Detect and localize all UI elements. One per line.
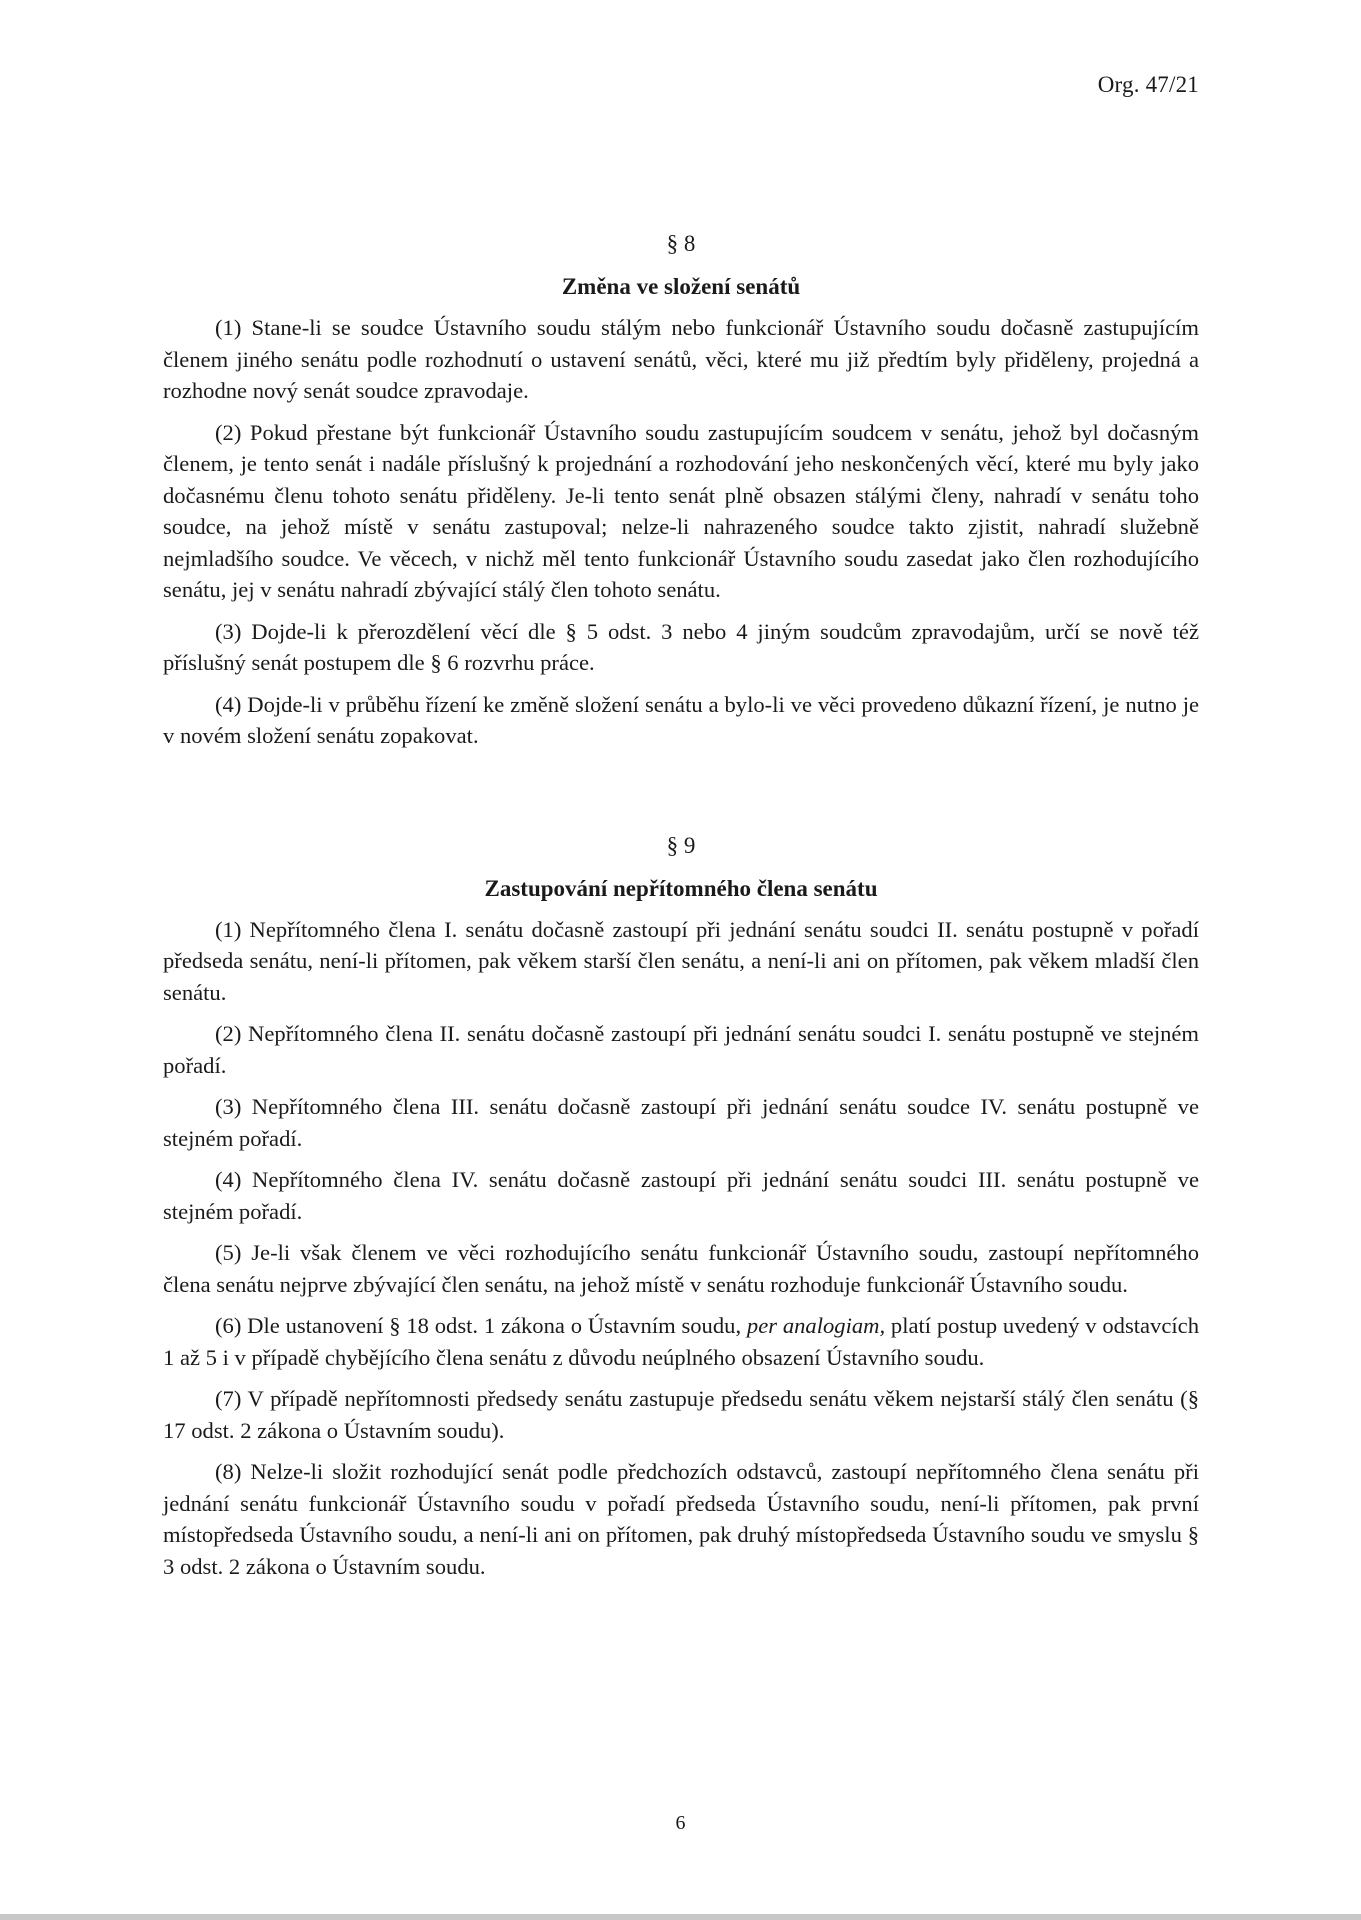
paragraph: (7) V případě nepřítomnosti předsedy senátu zastupuje předsedu senátu věkem nejstarší stálý člen senátu (§ 17 odst. 2 zákona o Ústavním soudu). (163, 1386, 1199, 1443)
document-reference: Org. 47/21 (1097, 72, 1199, 97)
paragraph: (4) Nepřítomného člena IV. senátu dočasně zastoupí při jednání senátu soudci III. senátu postupně ve stejném pořadí. (163, 1167, 1199, 1224)
page-bottom-edge (0, 1914, 1361, 1920)
section-title: Změna ve složení senátů (561, 274, 801, 299)
paragraph: (8) Nelze-li složit rozhodující senát podle předchozích odstavců, zastoupí nepřítomného člena senátu při jednání senátu funkcionář Ústavního soudu v pořadí předseda Ústavního soudu, není-li přítomen, pak první místopředseda Ústavního soudu, a není-li ani on přítomen, pak druhý místopředseda Ústavního soudu ve smyslu § 3 odst. 2 zákona o Ústavním soudu. (163, 1459, 1199, 1579)
paragraph: (2) Nepřítomného člena II. senátu dočasně zastoupí při jednání senátu soudci I. senátu postupně ve stejném pořadí. (163, 1021, 1199, 1078)
paragraph: (4) Dojde-li v průběhu řízení ke změně složení senátu a bylo-li ve věci provedeno důkazní řízení, je nutno je v novém složení senátu zopakovat. (163, 691, 1199, 748)
paragraph: (3) Dojde-li k přerozdělení věcí dle § 5 odst. 3 nebo 4 jiným soudcům zpravodajům, určí se nově též příslušný senát postupem dle § 6 rozvrhu práce. (163, 618, 1199, 675)
page-number: 6 (675, 1812, 686, 1834)
paragraph: (1) Nepřítomného člena I. senátu dočasně zastoupí při jednání senátu soudci II. senátu postupně v pořadí předseda senátu, není-li přítomen, pak věkem starší člen senátu, a není-li ani on přítomen, pak věkem mladší člen senátu. (163, 916, 1199, 1005)
latin-term: per analogiam, (746, 1313, 886, 1338)
section-spacer (163, 762, 1199, 832)
section-title: Zastupování nepřítomného člena senátu (484, 875, 878, 901)
paragraph: (5) Je-li však členem ve věci rozhodujícího senátu funkcionář Ústavního soudu, zastoupí nepřítomného člena senátu nejprve zbývající člen senátu, na jehož místě v senátu rozhoduje funkcionář Ústavního soudu. (163, 1240, 1199, 1297)
section-9 (163, 832, 1199, 1583)
paragraph-with-italic (163, 1310, 1199, 1373)
paragraph: (3) Nepřítomného člena III. senátu dočasně zastoupí při jednání senátu soudce IV. senátu postupně ve stejném pořadí. (163, 1094, 1199, 1151)
section-number: § 9 (666, 832, 696, 858)
paragraph: (1) Stane-li se soudce Ústavního soudu stálým nebo funkcionář Ústavního soudu dočasně zastupujícím členem jiného senátu podle rozhodnutí o ustavení senátů, věci, které mu již předtím byly přiděleny, projedná a rozhodne nový senát soudce zpravodaje. (163, 315, 1199, 403)
paragraph-text: platí postup uvedený v odstavcích 1 až 5 i v případě chybějícího člena senátu z důvodu neúplného obsazení Ústavního soudu. (163, 1313, 1199, 1370)
section-number: § 8 (666, 231, 696, 256)
paragraph-text: (6) Dle ustanovení § 18 odst. 1 zákona o Ústavním soudu, (215, 1313, 747, 1338)
paragraph: (2) Pokud přestane být funkcionář Ústavního soudu zastupujícím soudcem v senátu, jehož byl dočasným členem, je tento senát i nadále příslušný k projednání a rozhodování jeho neskončených věcí, které mu byly jako dočasnému členu tohoto senátu přiděleny. Je-li tento senát plně obsazen stálými členy, nahradí v senátu toho soudce, na jehož místě v senátu zastupoval; nelze-li nahrazeného soudce takto zjistit, nahradí služebně nejmladšího soudce. Ve věcech, v nichž měl tento funkcionář Ústavního soudu zasedat jako člen rozhodujícího senátu, jej v senátu nahradí zbývající stálý člen tohoto senátu. (163, 419, 1199, 602)
document-body (163, 230, 1199, 1592)
section-8 (163, 230, 1199, 752)
